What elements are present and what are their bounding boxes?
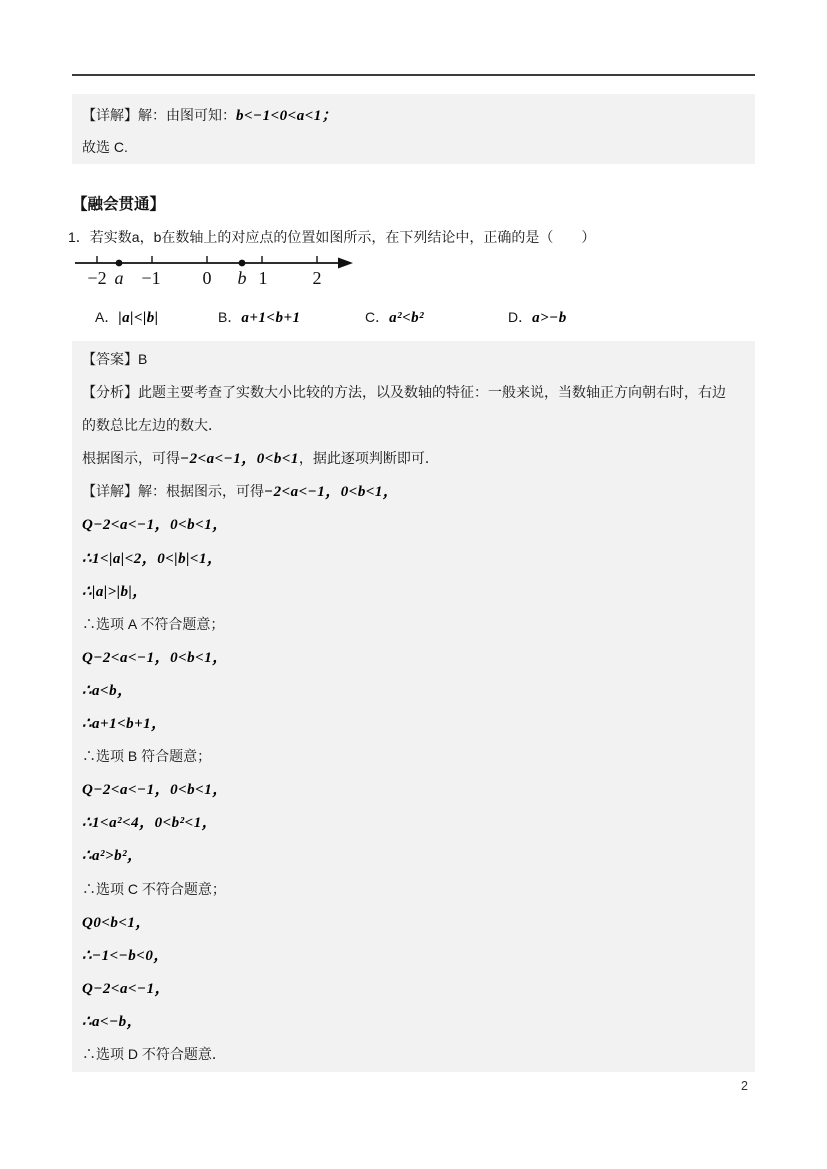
text-segment: ∴选项 B 符合题意； — [82, 748, 212, 765]
solution-line — [82, 674, 745, 707]
text-segment: 故选 C. — [82, 139, 128, 155]
point-b-dot — [239, 260, 246, 267]
formula: Q−2<a<−1，0<b<1， — [82, 649, 228, 666]
formula: ∴a<b， — [82, 682, 133, 699]
section-heading: 【融会贯通】 — [72, 196, 166, 213]
option-a — [95, 307, 159, 327]
solution-box-top — [72, 94, 755, 164]
solution-line — [82, 873, 745, 906]
text-segment: 【详解】解：由图可知： — [82, 107, 236, 123]
formula: Q−2<a<−1，0<b<1， — [82, 517, 228, 534]
solution-line — [82, 839, 745, 872]
text-segment: 根据图示，可得 — [82, 450, 180, 467]
text-segment: ∴选项 C 不符合题意； — [82, 880, 226, 897]
formula: a>−b — [532, 310, 567, 326]
option-letter: C． — [365, 309, 390, 325]
solution-line — [82, 542, 745, 575]
numberline-label: 2 — [312, 268, 322, 288]
question-text: 1．若实数a，b在数轴上的对应点的位置如图所示，在下列结论中，正确的是（ ） — [68, 229, 596, 245]
formula: ∴a²>b²， — [82, 848, 143, 865]
formula: Q0<b<1， — [82, 914, 151, 931]
solution-line — [82, 508, 745, 541]
solution-line — [82, 475, 745, 508]
solution-line — [82, 99, 745, 131]
top-horizontal-rule — [72, 74, 755, 76]
formula: ∴|a|>|b|， — [82, 583, 148, 600]
formula: ∴1<a²<4，0<b²<1， — [82, 815, 218, 832]
solution-line — [82, 740, 745, 773]
formula: |a|<|b| — [118, 310, 159, 326]
option-letter: B． — [218, 309, 242, 325]
text-segment: ∴选项 D 不符合题意． — [82, 1045, 226, 1062]
numberline-label: b — [237, 268, 247, 288]
formula: a+1<b+1 — [241, 310, 301, 326]
text-segment: 【答案】B — [82, 351, 148, 367]
numberline-label: −2 — [87, 268, 107, 288]
formula: b<−1<0<a<1； — [236, 108, 338, 124]
formula: ∴a+1<b+1， — [82, 716, 167, 733]
formula: a²<b² — [389, 310, 425, 326]
text-segment: 【详解】解：根据图示，可得 — [82, 483, 264, 500]
numberline-label: a — [114, 268, 124, 288]
solution-line — [82, 806, 745, 839]
solution-line — [82, 972, 745, 1005]
numberline-arrow-icon — [338, 258, 353, 269]
answer-box-lines — [82, 343, 745, 1071]
formula: ∴a<−b， — [82, 1013, 143, 1030]
numberline-figure — [72, 246, 362, 292]
formula: −2<a<−1，0<b<1 — [180, 451, 299, 468]
option-c — [365, 307, 424, 327]
options-row — [72, 307, 755, 331]
text-segment: ∴选项 A 不符合题意； — [82, 615, 225, 632]
solution-line — [82, 707, 745, 740]
option-d — [508, 307, 567, 327]
solution-line — [82, 1038, 745, 1071]
solution-line — [82, 131, 745, 163]
text-segment: 【分析】此题主要考查了实数大小比较的方法，以及数轴的特征：一般来说，当数轴正方向朝右时，右边 — [82, 384, 726, 401]
text-segment: ，据此逐项判断即可． — [298, 450, 439, 467]
numberline-label: 1 — [258, 268, 268, 288]
solution-line — [82, 939, 745, 972]
solution-line — [82, 442, 745, 475]
text-segment: 的数总比左边的数大． — [82, 417, 222, 434]
option-b — [218, 307, 301, 327]
formula: −2<a<−1，0<b<1， — [264, 484, 399, 501]
page-number: 2 — [741, 1079, 748, 1093]
option-letter: A． — [95, 309, 119, 325]
solution-line — [82, 906, 745, 939]
formula: Q−2<a<−1， — [82, 980, 171, 997]
solution-line — [82, 409, 745, 442]
point-a-dot — [116, 260, 123, 267]
solution-line — [82, 641, 745, 674]
solution-line — [82, 376, 745, 409]
numberline-label: 0 — [202, 268, 212, 288]
option-letter: D． — [508, 309, 533, 325]
solution-line — [82, 608, 745, 641]
solution-line — [82, 773, 745, 806]
formula: ∴1<|a|<2，0<|b|<1， — [82, 550, 223, 567]
solution-line — [82, 1005, 745, 1038]
solution-line — [82, 343, 745, 376]
formula: Q−2<a<−1，0<b<1， — [82, 782, 228, 799]
solution-line — [82, 575, 745, 608]
answer-box — [72, 341, 755, 1072]
formula: ∴−1<−b<0， — [82, 947, 169, 964]
numberline-label: −1 — [141, 268, 161, 288]
